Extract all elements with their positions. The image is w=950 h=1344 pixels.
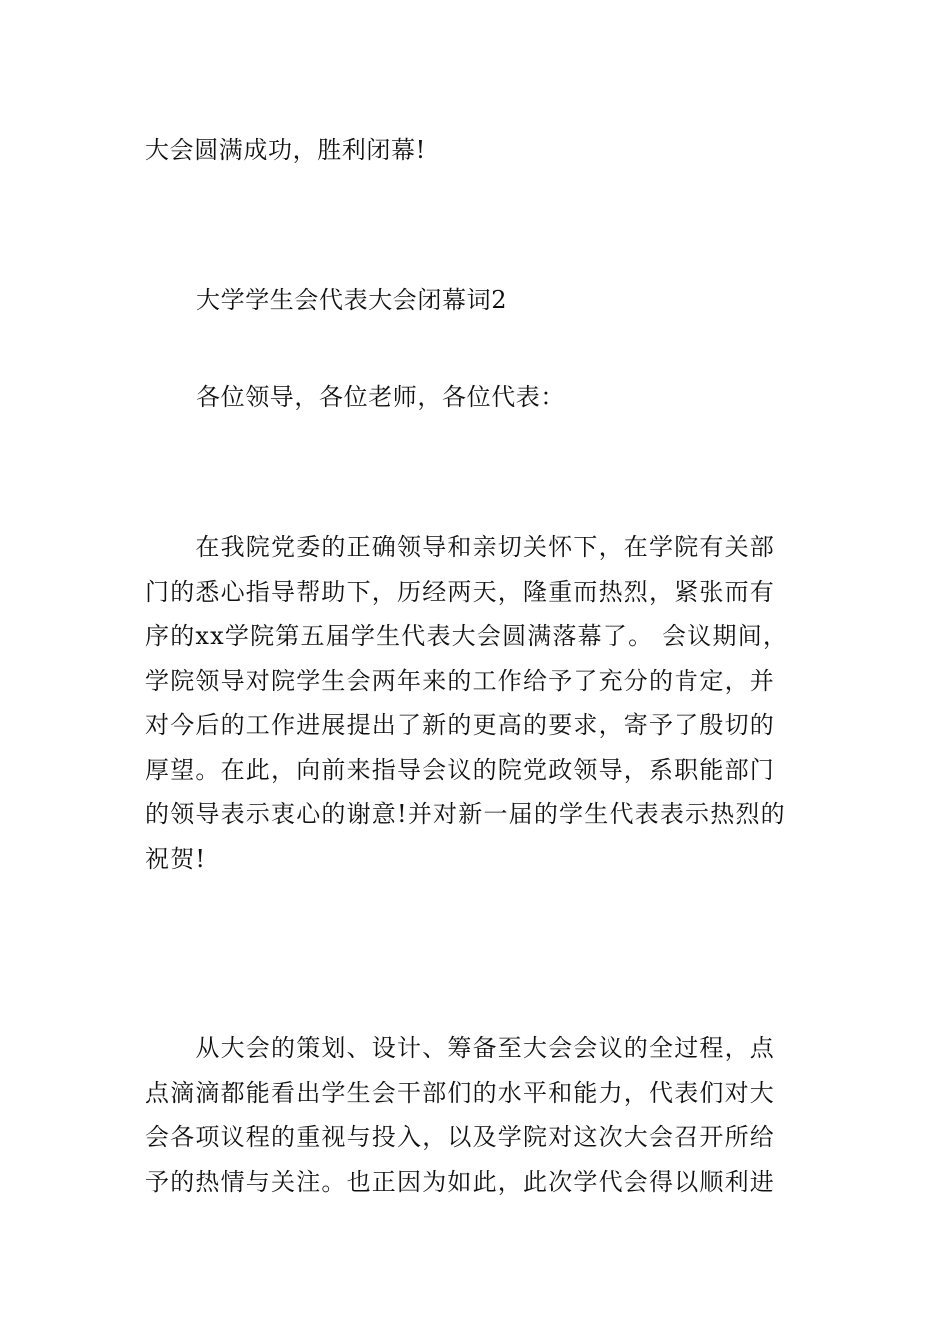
paragraph-1-line: 祝贺!: [145, 844, 207, 873]
closing-line: 大会圆满成功，胜利闭幕!: [145, 136, 426, 164]
paragraph-1-line: 在我院党委的正确领导和亲切关怀下，在学院有关部: [145, 533, 775, 561]
paragraph-2-line: 予的热情与关注。也正因为如此，此次学代会得以顺利进: [145, 1167, 775, 1196]
paragraph-2-line: 从大会的策划、设计、筹备至大会会议的全过程，点: [145, 1034, 775, 1062]
salutation: 各位领导，各位老师，各位代表：: [196, 383, 565, 411]
document-heading: 大学学生会代表大会闭幕词2: [196, 286, 508, 314]
paragraph-2-line: 点滴滴都能看出学生会干部们的水平和能力，代表们对大: [145, 1078, 775, 1107]
paragraph-1-line: 的领导表示衷心的谢意!并对新一届的学生代表表示热烈的: [145, 800, 786, 828]
paragraph-2-line: 会各项议程的重视与投入，以及学院对这次大会召开所给: [145, 1123, 775, 1151]
paragraph-1: [145, 525, 815, 881]
paragraph-1-line: 门的悉心指导帮助下，历经两天，隆重而热烈，紧张而有: [145, 577, 775, 606]
paragraph-1-line: 学院领导对院学生会两年来的工作给予了充分的肯定，并: [145, 666, 775, 695]
paragraph-2: [145, 1026, 815, 1204]
paragraph-1-line: 对今后的工作进展提出了新的更高的要求，寄予了殷切的: [145, 711, 775, 739]
paragraph-1-line: 序的xx学院第五届学生代表大会圆满落幕了。 会议期间，: [145, 622, 789, 650]
paragraph-1-line: 厚望。在此，向前来指导会议的院党政领导，系职能部门: [145, 755, 775, 784]
